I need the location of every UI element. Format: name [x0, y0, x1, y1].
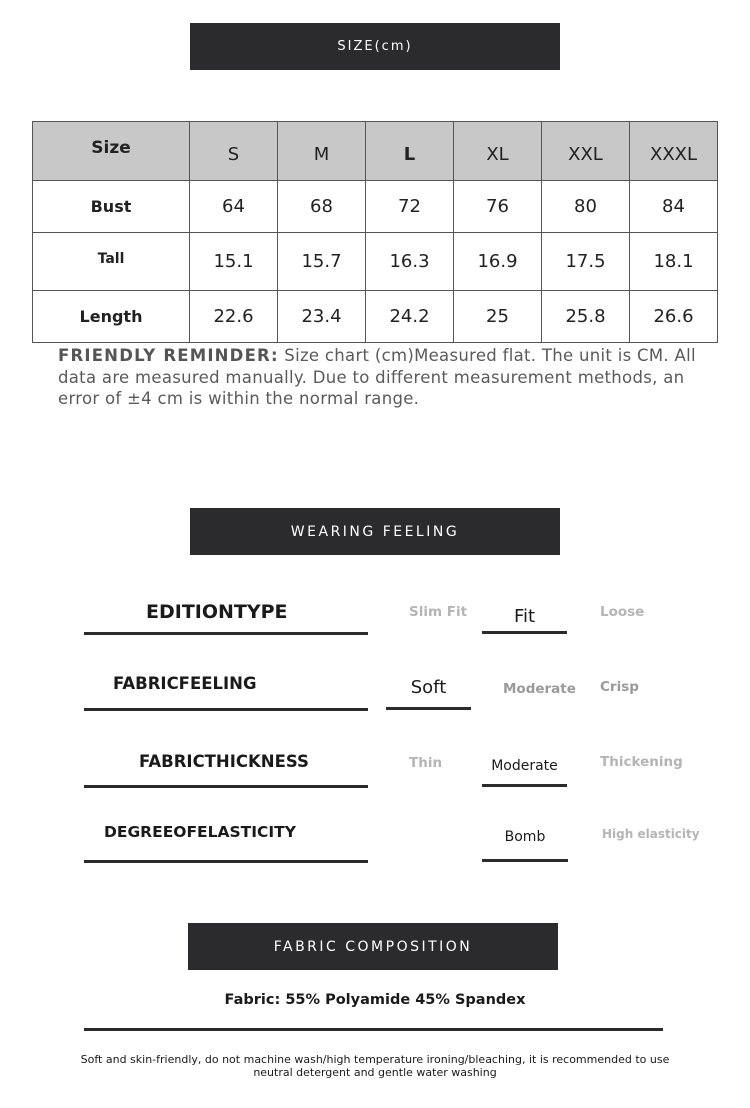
attribute-degree-of-elasticity	[84, 823, 368, 863]
table-cell: 64	[190, 181, 278, 233]
size-header-cell: M	[278, 122, 366, 181]
table-cell: 25.8	[542, 291, 630, 343]
fabric-composition: Fabric: 55% Polyamide 45% Spandex	[224, 992, 526, 1008]
wearing-banner	[190, 508, 560, 555]
attribute-label: FABRICFEELING	[113, 674, 257, 693]
option-slim-fit: Slim Fit	[409, 604, 468, 620]
option-moderate: Moderate	[503, 681, 576, 697]
fabric-banner-title: FABRIC COMPOSITION	[273, 938, 473, 955]
table-cell: 16.9	[454, 233, 542, 291]
size-table-header-row	[33, 122, 718, 181]
table-cell: 22.6	[190, 291, 278, 343]
size-banner	[190, 23, 560, 70]
attribute-label: FABRICTHICKNESS	[139, 752, 309, 771]
size-header-cell: XXXL	[630, 122, 718, 181]
table-cell: 84	[630, 181, 718, 233]
table-row	[33, 181, 718, 233]
option-thickening: Thickening	[600, 754, 683, 770]
table-cell: 26.6	[630, 291, 718, 343]
table-row	[33, 291, 718, 343]
option-soft-selected: Soft	[386, 677, 471, 710]
size-header-cell: XXL	[542, 122, 630, 181]
size-table	[32, 121, 718, 343]
table-cell: 23.4	[278, 291, 366, 343]
option-thin: Thin	[409, 755, 443, 771]
option-bomb-selected: Bomb	[482, 829, 568, 862]
table-cell: 15.7	[278, 233, 366, 291]
attribute-edition-type	[84, 601, 368, 635]
table-cell: 25	[454, 291, 542, 343]
table-cell: 24.2	[366, 291, 454, 343]
attribute-label: DEGREEOFELASTICITY	[104, 823, 296, 841]
table-cell: 68	[278, 181, 366, 233]
reminder-label: FRIENDLY REMINDER:	[58, 346, 279, 365]
attribute-fabric-thickness	[84, 751, 368, 788]
table-cell: 15.1	[190, 233, 278, 291]
reminder-text: Size chart (cm)Measured flat. The unit is CM. All data are measured manually. Due to different measurement methods, an error of ±4 cm is within the normal range.	[58, 346, 696, 408]
row-label-tall: Tall	[33, 233, 190, 291]
option-high-elasticity: High elasticity	[602, 827, 700, 841]
size-header-cell: L	[366, 122, 454, 181]
divider	[84, 1028, 663, 1031]
row-label-bust: Bust	[33, 181, 190, 233]
table-cell: 17.5	[542, 233, 630, 291]
size-header-cell: S	[190, 122, 278, 181]
table-cell: 80	[542, 181, 630, 233]
attribute-fabric-feeling	[84, 674, 368, 711]
attribute-label: EDITIONTYPE	[146, 601, 288, 623]
size-header-cell: Size	[33, 122, 190, 181]
option-moderate-selected: Moderate	[482, 758, 567, 787]
size-header-cell: XL	[454, 122, 542, 181]
table-row	[33, 233, 718, 291]
table-cell: 76	[454, 181, 542, 233]
row-label-length: Length	[33, 291, 190, 343]
wearing-banner-title: WEARING FEELING	[290, 523, 460, 540]
table-cell: 16.3	[366, 233, 454, 291]
care-instructions: Soft and skin-friendly, do not machine wash/high temperature ironing/bleaching, it is recommended to use neutral detergent and gentle water washing	[80, 1053, 670, 1079]
size-banner-title: SIZE(cm)	[337, 39, 413, 54]
fabric-banner	[188, 923, 558, 970]
option-loose: Loose	[600, 604, 645, 620]
table-cell: 72	[366, 181, 454, 233]
option-fit-selected: Fit	[482, 606, 567, 634]
friendly-reminder	[58, 345, 718, 410]
option-crisp: Crisp	[600, 679, 639, 695]
table-cell: 18.1	[630, 233, 718, 291]
